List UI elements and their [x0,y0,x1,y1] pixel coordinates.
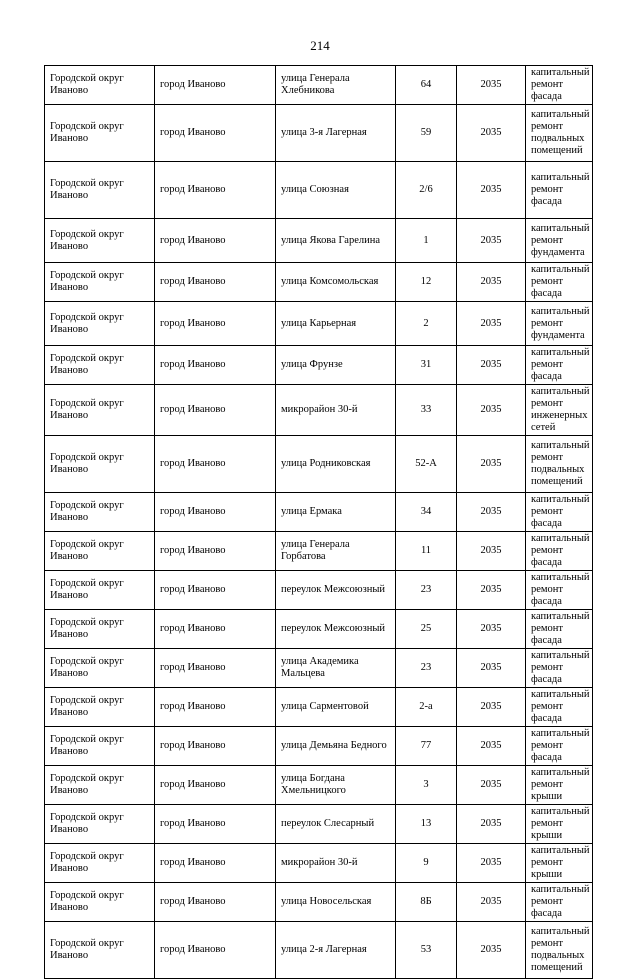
house-number-cell: 34 [396,493,457,532]
street-cell: улица Ермака [276,493,396,532]
municipality-cell: Городской округ Иваново [45,727,155,766]
street-cell: улица Фрунзе [276,346,396,385]
work-type-cell: капитальный ремонт фасада [526,649,593,688]
year-cell: 2035 [457,649,526,688]
table-row [45,219,593,263]
municipality-cell: Городской округ Иваново [45,346,155,385]
city-cell: город Иваново [155,610,276,649]
city-cell: город Иваново [155,844,276,883]
city-cell: город Иваново [155,766,276,805]
street-cell: улица Генерала Хлебникова [276,66,396,105]
city-cell: город Иваново [155,219,276,263]
table-row [45,532,593,571]
house-number-cell: 33 [396,385,457,436]
house-number-cell: 8Б [396,883,457,922]
year-cell: 2035 [457,805,526,844]
city-cell: город Иваново [155,727,276,766]
year-cell: 2035 [457,436,526,493]
page-number: 214 [310,38,330,53]
municipality-cell: Городской округ Иваново [45,162,155,219]
city-cell: город Иваново [155,571,276,610]
table-row [45,571,593,610]
street-cell: улица 3-я Лагерная [276,105,396,162]
street-cell: улица Родниковская [276,436,396,493]
house-number-cell: 77 [396,727,457,766]
work-type-cell: капитальный ремонт подвальных помещений [526,922,593,979]
city-cell: город Иваново [155,922,276,979]
work-type-cell: капитальный ремонт подвальных помещений [526,105,593,162]
city-cell: город Иваново [155,105,276,162]
municipality-cell: Городской округ Иваново [45,649,155,688]
year-cell: 2035 [457,844,526,883]
street-cell: переулок Межсоюзный [276,571,396,610]
table-row [45,162,593,219]
table-row [45,385,593,436]
city-cell: город Иваново [155,883,276,922]
street-cell: улица Сарментовой [276,688,396,727]
street-cell: микрорайон 30-й [276,385,396,436]
work-type-cell: капитальный ремонт фасада [526,532,593,571]
city-cell: город Иваново [155,688,276,727]
house-number-cell: 2 [396,302,457,346]
city-cell: город Иваново [155,385,276,436]
year-cell: 2035 [457,385,526,436]
municipality-cell: Городской округ Иваново [45,610,155,649]
house-number-cell: 25 [396,610,457,649]
year-cell: 2035 [457,162,526,219]
repair-schedule-table [44,65,593,979]
table-row [45,649,593,688]
table-row [45,883,593,922]
city-cell: город Иваново [155,532,276,571]
table-row [45,805,593,844]
table-row [45,610,593,649]
city-cell: город Иваново [155,263,276,302]
house-number-cell: 3 [396,766,457,805]
table-row [45,302,593,346]
table-row [45,493,593,532]
street-cell: улица Якова Гарелина [276,219,396,263]
city-cell: город Иваново [155,162,276,219]
street-cell: улица Комсомольская [276,263,396,302]
year-cell: 2035 [457,883,526,922]
table-row [45,263,593,302]
city-cell: город Иваново [155,66,276,105]
year-cell: 2035 [457,302,526,346]
municipality-cell: Городской округ Иваново [45,844,155,883]
house-number-cell: 9 [396,844,457,883]
work-type-cell: капитальный ремонт фасада [526,883,593,922]
municipality-cell: Городской округ Иваново [45,66,155,105]
house-number-cell: 12 [396,263,457,302]
house-number-cell: 52-А [396,436,457,493]
municipality-cell: Городской округ Иваново [45,922,155,979]
year-cell: 2035 [457,346,526,385]
municipality-cell: Городской округ Иваново [45,436,155,493]
year-cell: 2035 [457,922,526,979]
table-row [45,766,593,805]
street-cell: улица Генерала Горбатова [276,532,396,571]
work-type-cell: капитальный ремонт фасада [526,493,593,532]
municipality-cell: Городской округ Иваново [45,532,155,571]
house-number-cell: 59 [396,105,457,162]
table-row [45,727,593,766]
municipality-cell: Городской округ Иваново [45,105,155,162]
municipality-cell: Городской округ Иваново [45,385,155,436]
street-cell: улица Академика Мальцева [276,649,396,688]
work-type-cell: капитальный ремонт фасада [526,688,593,727]
street-cell: улица Карьерная [276,302,396,346]
house-number-cell: 31 [396,346,457,385]
work-type-cell: капитальный ремонт фасада [526,162,593,219]
year-cell: 2035 [457,610,526,649]
work-type-cell: капитальный ремонт крыши [526,766,593,805]
street-cell: переулок Межсоюзный [276,610,396,649]
work-type-cell: капитальный ремонт фасада [526,571,593,610]
year-cell: 2035 [457,219,526,263]
table-row [45,844,593,883]
municipality-cell: Городской округ Иваново [45,766,155,805]
year-cell: 2035 [457,263,526,302]
municipality-cell: Городской округ Иваново [45,302,155,346]
municipality-cell: Городской округ Иваново [45,805,155,844]
work-type-cell: капитальный ремонт фасада [526,263,593,302]
table-row [45,922,593,979]
street-cell: улица Богдана Хмельницкого [276,766,396,805]
year-cell: 2035 [457,66,526,105]
year-cell: 2035 [457,727,526,766]
municipality-cell: Городской округ Иваново [45,219,155,263]
work-type-cell: капитальный ремонт фундамента [526,219,593,263]
municipality-cell: Городской округ Иваново [45,883,155,922]
street-cell: микрорайон 30-й [276,844,396,883]
house-number-cell: 23 [396,649,457,688]
year-cell: 2035 [457,105,526,162]
municipality-cell: Городской округ Иваново [45,263,155,302]
table-row [45,436,593,493]
house-number-cell: 53 [396,922,457,979]
house-number-cell: 23 [396,571,457,610]
house-number-cell: 2-а [396,688,457,727]
municipality-cell: Городской округ Иваново [45,493,155,532]
work-type-cell: капитальный ремонт крыши [526,844,593,883]
city-cell: город Иваново [155,493,276,532]
city-cell: город Иваново [155,805,276,844]
table-row [45,105,593,162]
municipality-cell: Городской округ Иваново [45,571,155,610]
city-cell: город Иваново [155,436,276,493]
table-row [45,66,593,105]
table-row [45,346,593,385]
year-cell: 2035 [457,688,526,727]
city-cell: город Иваново [155,346,276,385]
city-cell: город Иваново [155,649,276,688]
street-cell: улица Союзная [276,162,396,219]
house-number-cell: 11 [396,532,457,571]
year-cell: 2035 [457,493,526,532]
work-type-cell: капитальный ремонт подвальных помещений [526,436,593,493]
house-number-cell: 13 [396,805,457,844]
year-cell: 2035 [457,766,526,805]
work-type-cell: капитальный ремонт фасада [526,610,593,649]
street-cell: улица 2-я Лагерная [276,922,396,979]
table-row [45,688,593,727]
work-type-cell: капитальный ремонт фасада [526,346,593,385]
work-type-cell: капитальный ремонт фасада [526,727,593,766]
street-cell: переулок Слесарный [276,805,396,844]
municipality-cell: Городской округ Иваново [45,688,155,727]
work-type-cell: капитальный ремонт крыши [526,805,593,844]
street-cell: улица Новосельская [276,883,396,922]
work-type-cell: капитальный ремонт инженерных сетей [526,385,593,436]
house-number-cell: 1 [396,219,457,263]
city-cell: город Иваново [155,302,276,346]
house-number-cell: 64 [396,66,457,105]
street-cell: улица Демьяна Бедного [276,727,396,766]
house-number-cell: 2/6 [396,162,457,219]
year-cell: 2035 [457,532,526,571]
work-type-cell: капитальный ремонт фундамента [526,302,593,346]
year-cell: 2035 [457,571,526,610]
work-type-cell: капитальный ремонт фасада [526,66,593,105]
